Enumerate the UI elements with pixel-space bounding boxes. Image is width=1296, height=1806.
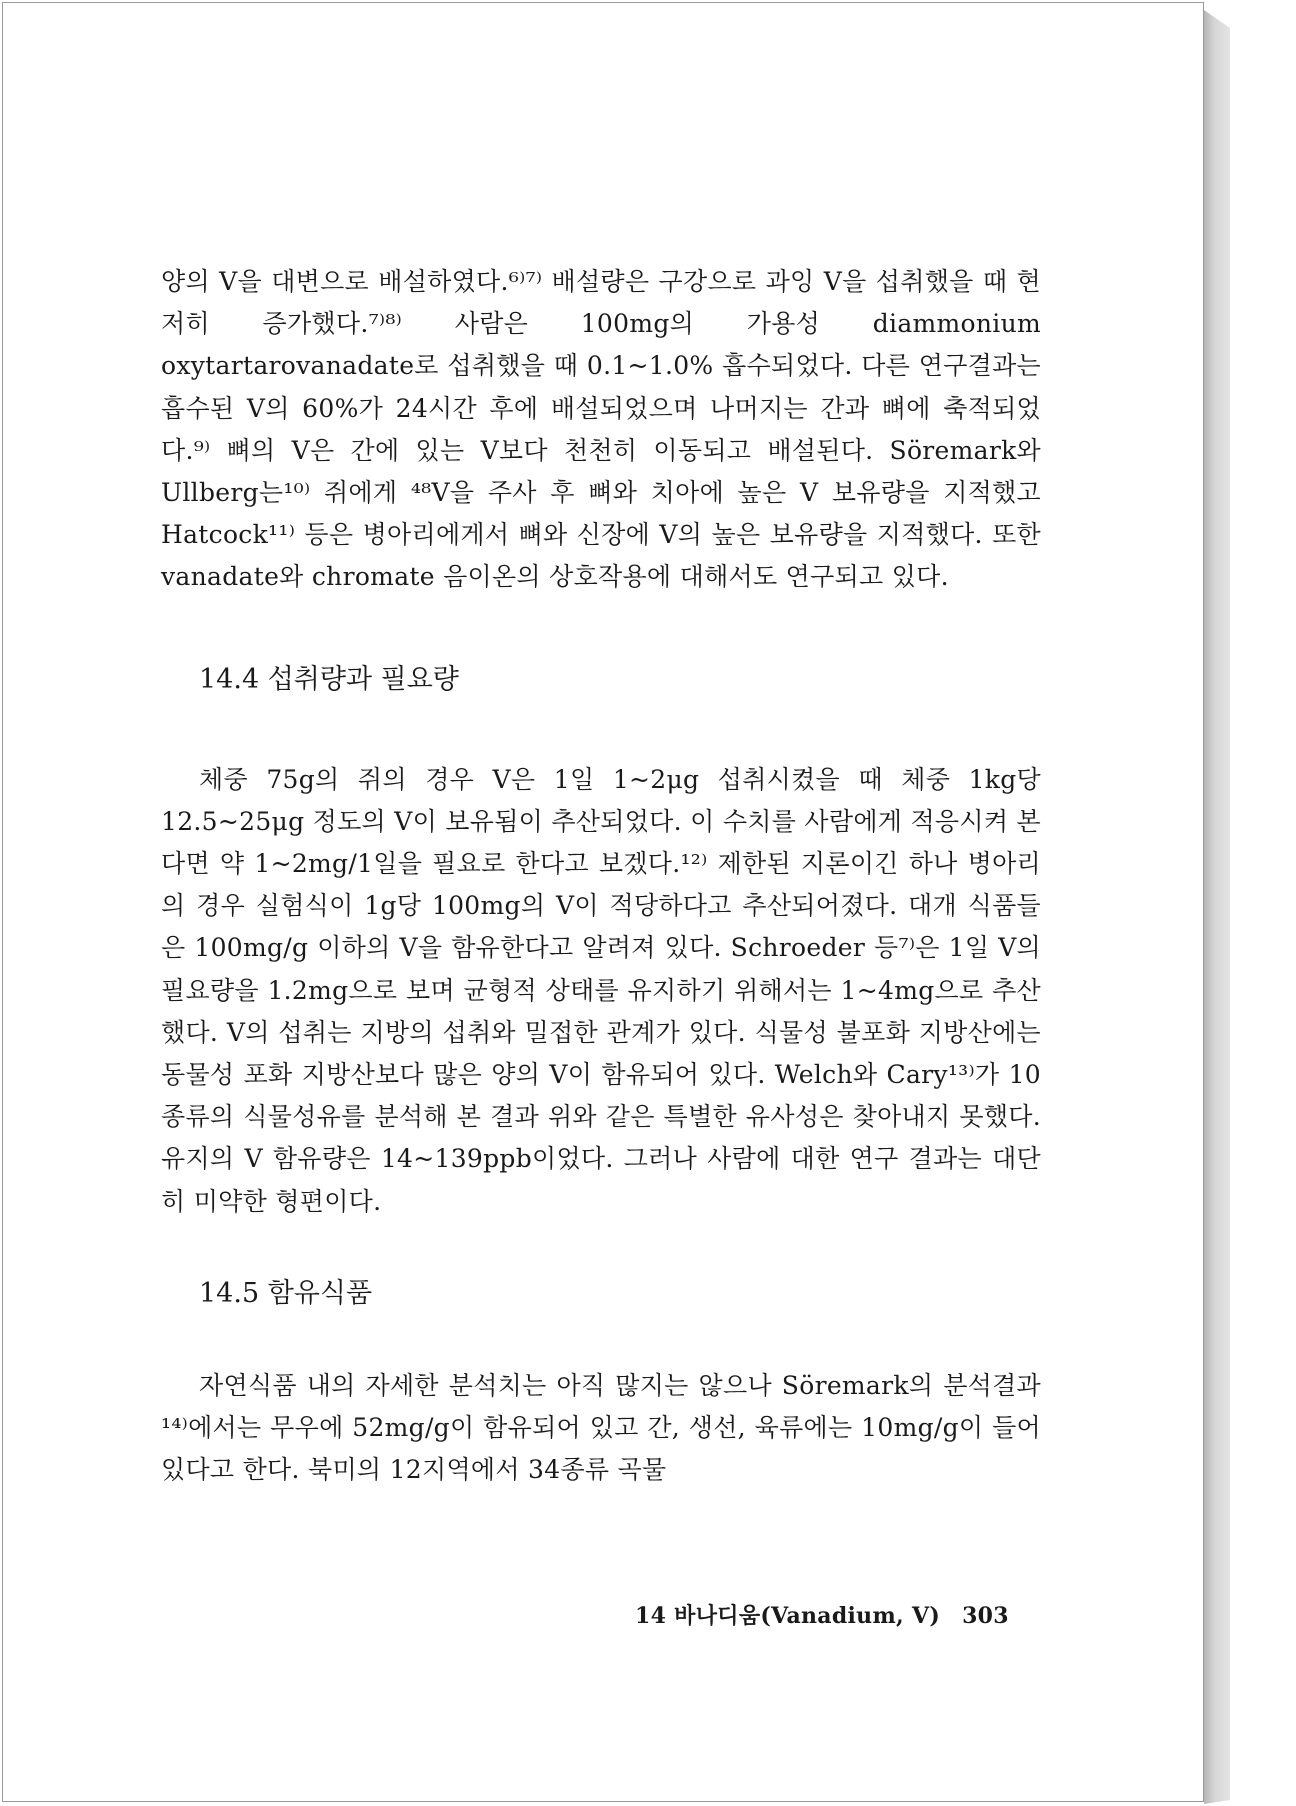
paragraph-foods (161, 1365, 1041, 1492)
page-footer (635, 1599, 1009, 1630)
document-page (2, 2, 1204, 1802)
paragraph-text: 체중 75g의 쥐의 경우 V은 1일 1~2μg 섭취시켰을 때 체중 1kg당 12.5~25μg 정도의 V이 보유됨이 추산되었다. 이 수치를 사람에게 적응시켜 본다면 약 1~2mg/1일을 필요로 한다고 보겠다.¹²⁾ 제한된 지론이긴 하나 병아리의 경우 실험식이 1g당 100mg의 V이 적당하다고 추산되어졌다. 대개 식품들은 100mg/g 이하의 V을 함유한다고 알려져 있다. Schroeder 등⁷⁾은 1일 V의 필요량을 1.2mg으로 보며 균형적 상태를 유지하기 위해서는 1~4mg으로 추산했다. V의 섭취는 지방의 섭취와 밀접한 관계가 있다. 식물성 불포화 지방산에는 동물성 포화 지방산보다 많은 양의 V이 함유되어 있다. Welch와 Cary¹³⁾가 10종류의 식물성유를 분석해 본 결과 위와 같은 특별한 유사성은 찾아내지 못했다. 유지의 V 함유량은 14~139ppb이었다. 그러나 사람에 대한 연구 결과는 대단히 미약한 형편이다. (161, 764, 1041, 1216)
section-heading-intake: 14.4 섭취량과 필요량 (199, 663, 459, 695)
paragraph-excretion (161, 261, 1041, 599)
running-title: 14 바나디움(Vanadium, V) (635, 1603, 941, 1629)
paragraph-text: 자연식품 내의 자세한 분석치는 아직 많지는 않으나 Söremark의 분석결과¹⁴⁾에서는 무우에 52mg/g이 함유되어 있고 간, 생선, 육류에는 10mg/g이 들어 있다고 한다. 북미의 12지역에서 34종류 곡물 (161, 1370, 1041, 1485)
section-heading-foods: 14.5 함유식품 (199, 1277, 373, 1309)
page-content (161, 261, 1041, 1491)
page-number: 303 (962, 1603, 1009, 1629)
paragraph-intake (161, 759, 1041, 1223)
paragraph-text: 양의 V을 대변으로 배설하였다.⁶⁾⁷⁾ 배설량은 구강으로 과잉 V을 섭취했을 때 현저히 증가했다.⁷⁾⁸⁾ 사람은 100mg의 가용성 diammonium oxytartarovanadate로 섭취했을 때 0.1~1.0% 흡수되었다. 다른 연구결과는 흡수된 V의 60%가 24시간 후에 배설되었으며 나머지는 간과 뼈에 축적되었다.⁹⁾ 뼈의 V은 간에 있는 V보다 천천히 이동되고 배설된다. Söremark와 Ullberg는¹⁰⁾ 쥐에게 ⁴⁸V을 주사 후 뼈와 치아에 높은 V 보유량을 지적했고 Hatcock¹¹⁾ 등은 병아리에게서 뼈와 신장에 V의 높은 보유량을 지적했다. 또한 vanadate와 chromate 음이온의 상호작용에 대해서도 연구되고 있다. (161, 267, 1041, 592)
page-edge-shadow (1204, 10, 1230, 1804)
